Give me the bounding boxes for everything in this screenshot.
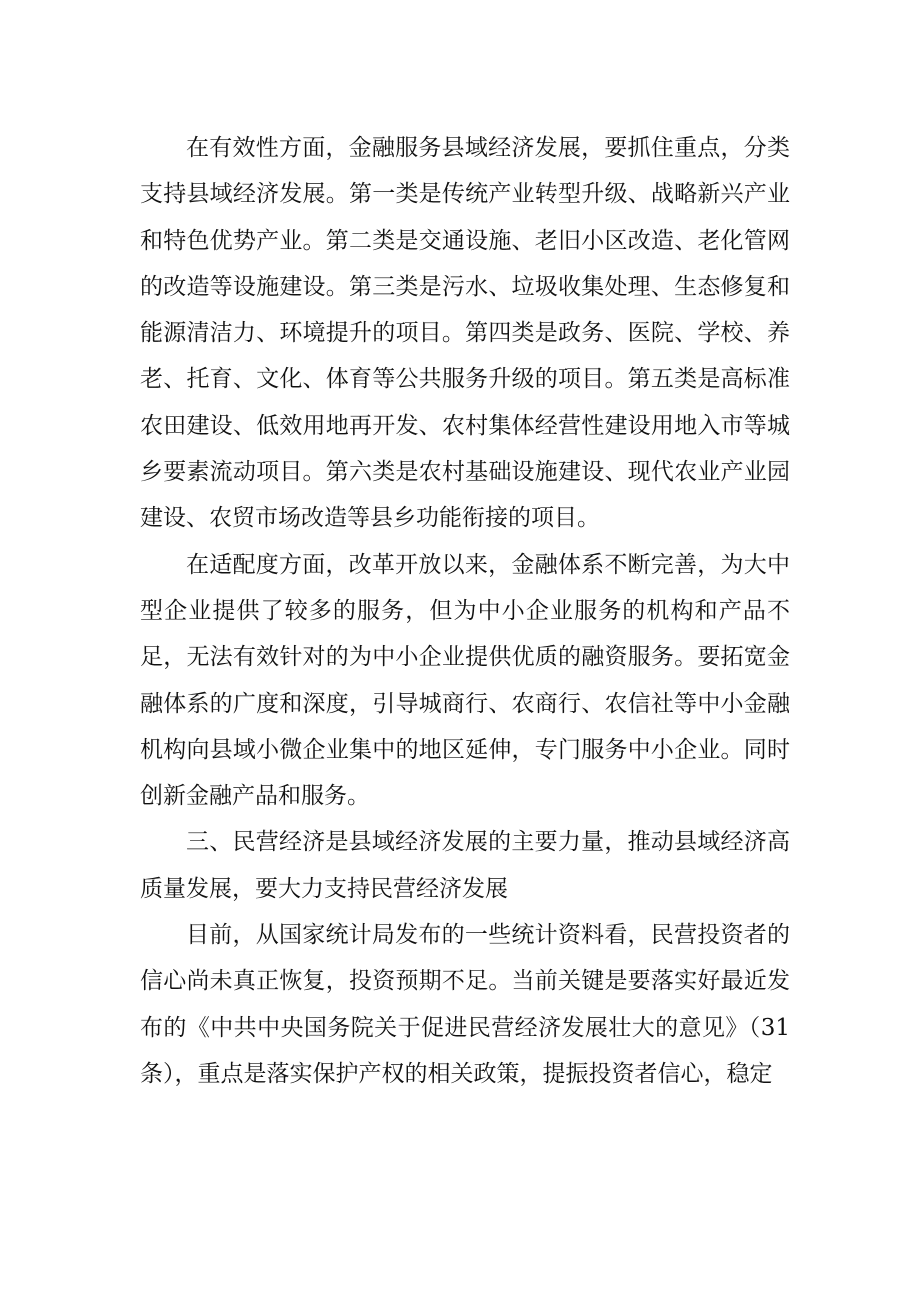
paragraph-adaptability: 在适配度方面，改革开放以来，金融体系不断完善，为大中型企业提供了较多的服务，但为中小企业服务的机构和产品不足，无法有效针对的为中小企业提供优质的融资服务。要拓宽金融体系的广度和深度，引导城商行、农商行、农信社等中小金融机构向县域小微企业集中的地区延伸，专门服务中小企业。同时创新金融产品和服务。 <box>140 551 790 810</box>
document-body <box>140 125 790 1097</box>
paragraph-effectiveness: 在有效性方面，金融服务县域经济发展，要抓住重点，分类支持县域经济发展。第一类是传统产业转型升级、战略新兴产业和特色优势产业。第二类是交通设施、老旧小区改造、老化管网的改造等设施建设。第三类是污水、垃圾收集处理、生态修复和能源清洁力、环境提升的项目。第四类是政务、医院、学校、养老、托育、文化、体育等公共服务升级的项目。第五类是高标准农田建设、低效用地再开发、农村集体经营性建设用地入市等城乡要素流动项目。第六类是农村基础设施建设、现代农业产业园建设、农贸市场改造等县乡功能衔接的项目。 <box>140 135 790 532</box>
paragraph-investor-confidence: 目前，从国家统计局发布的一些统计资料看，民营投资者的信心尚未真正恢复，投资预期不足。当前关键是要落实好最近发布的《中共中央国务院关于促进民营经济发展壮大的意见》（31条），重点是落实保护产权的相关政策，提振投资者信心，稳定 <box>140 922 790 1087</box>
section-heading-private-economy: 三、民营经济是县域经济发展的主要力量，推动县域经济高质量发展，要大力支持民营经济发展 <box>140 829 790 902</box>
